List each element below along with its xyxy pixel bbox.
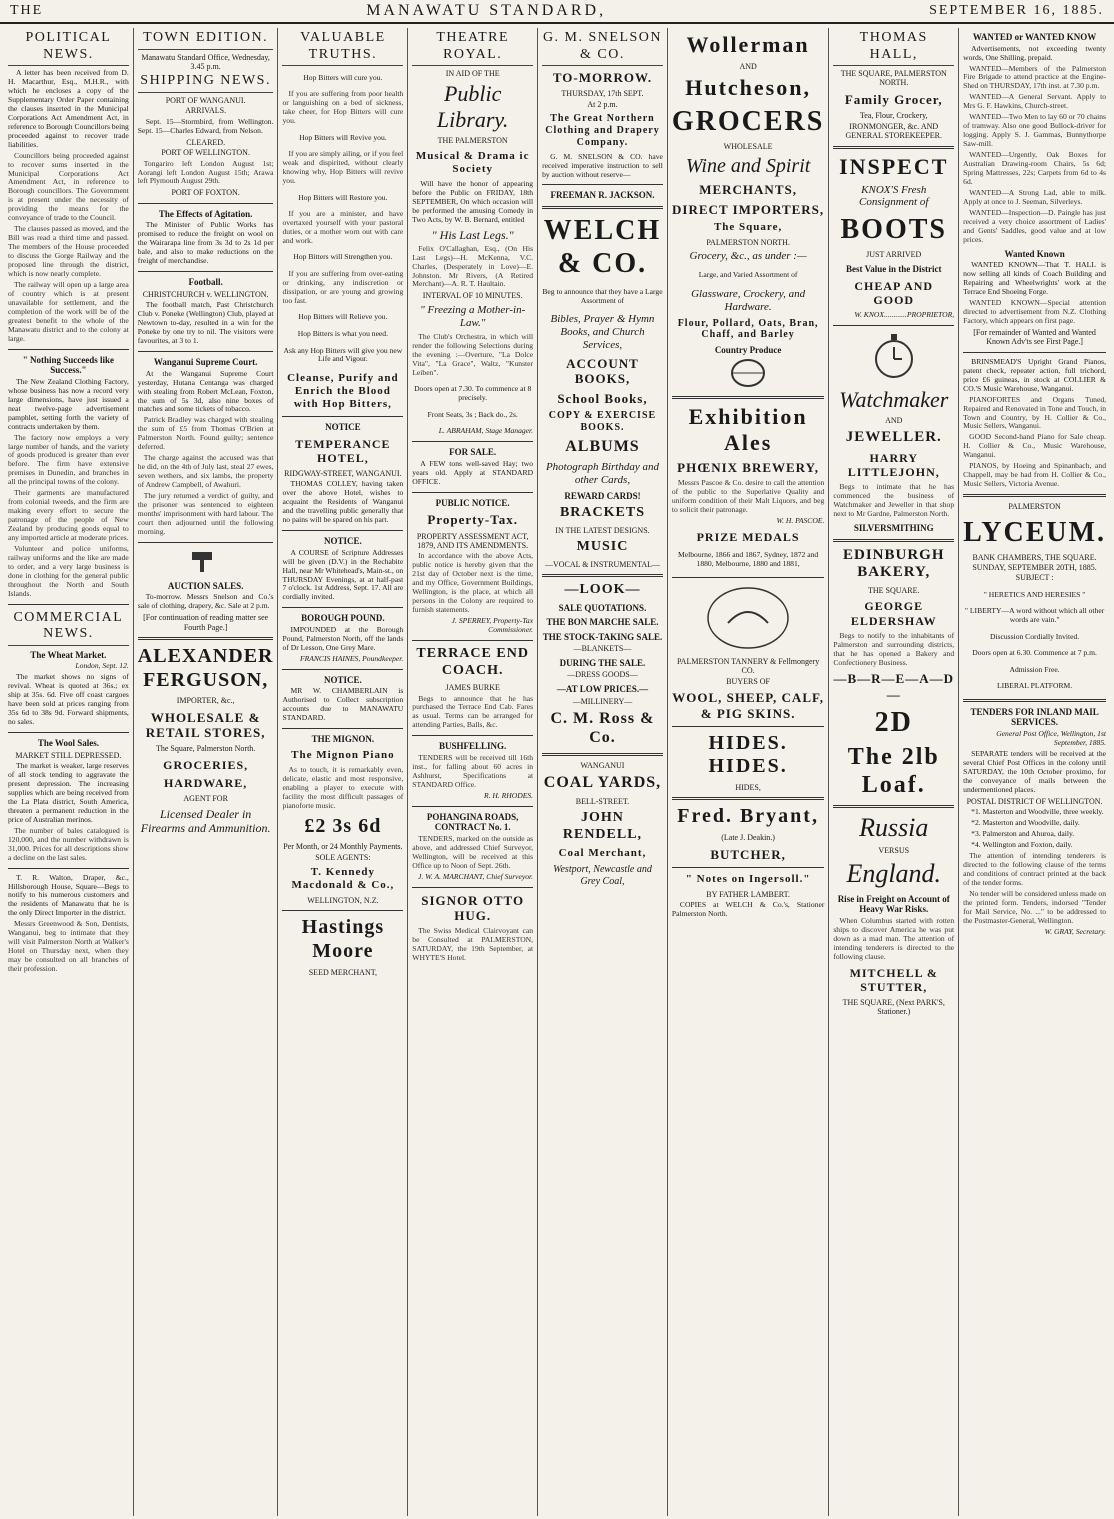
mignon-heading: THE MIGNON. <box>311 734 375 745</box>
two-d: 2D <box>874 707 913 739</box>
bon-marche: THE BON MARCHE SALE. <box>546 617 659 628</box>
coal-bell: BELL-STREET. <box>575 797 630 806</box>
notice2-heading: NOTICE. <box>324 536 362 547</box>
tea-flour: Tea, Flour, Crockery, <box>859 111 928 121</box>
ferguson-groceries: GROCERIES, <box>163 757 249 772</box>
wollerman-palmerston: PALMERSTON NORTH. <box>706 238 790 248</box>
mitchell-stutter: MITCHELL & STUTTER, <box>849 965 938 994</box>
notice3-heading: NOTICE. <box>324 674 362 685</box>
low-prices: —AT LOW PRICES.— <box>556 683 649 694</box>
masthead <box>0 0 1114 24</box>
ferguson-importer: IMPORTER, &c., <box>176 696 235 706</box>
valuable-truths-heading: VALUABLE TRUTHS. <box>282 30 403 66</box>
nothing-succeeds-heading: " Nothing Succeeds like Success." <box>22 354 115 376</box>
column-snelson <box>538 28 668 1516</box>
watch-icon <box>833 331 954 384</box>
court-text: At the Wanganui Supreme Court yesterday, Hutana Centanga was charged with stealing from Robert McLean, Foxton, the sum of 5s 3d, also nine boxes of matches and some tickets of tobacco. <box>137 368 274 414</box>
lyceum-admission: Admission Free. <box>1009 664 1060 674</box>
pound-sign: FRANCIS HAINES, Poundkeeper. <box>299 653 404 663</box>
dress-goods: —DRESS GOODS— <box>567 670 638 680</box>
barrel-icon <box>672 358 824 391</box>
wheat-date: London, Sept. 12. <box>75 661 129 671</box>
theatre-society: Musical & Drama ic Society <box>415 149 530 175</box>
family-grocer: Family Grocer, <box>844 91 943 107</box>
town-edition-heading: TOWN EDITION. <box>138 30 274 50</box>
snelson-tomorrow: TO-MORROW. <box>552 70 653 86</box>
cleared-label: CLEARED. <box>186 137 226 147</box>
wanted-known-heading: Wanted Known <box>1004 248 1065 259</box>
bushfelling-heading: BUSHFELLING. <box>439 741 507 752</box>
column-wanted: WANTED or WANTED KNOW Advertisements, not exceeding twenty words, One Shilling, prepaid. WANTED—Members of the Palmerston Fire Brigade to attend practice at the Engine-Shed on THURSDAY, 17th inst. at 7.30 p.m. WANTED—A General Servant. Apply to Mrs G. F. Hawkins, Church-street. WANTED—Two Men to lay 60 or 70 chains of tramway. Also one good Bullock-driver for logging. Apply S. J. Gammas, Bunnythorpe Saw-mill. WANTED—Urgently, Oak Boxes for Australian Drawing-room Chairs, 5s 6d; Spring Mattresses, 22s; Carpets from 6d to 4s 6d. WANTED—A Strong Lad, able to milk. Apply at once to J. Seeman, Silverleys. WANTED—Inspection—D. Paingle has just received a very choice assortment of Ladies' and Gents' Saddles, good value and at low prices. Wanted Known WANTED KNOWN—That T. HALL is now selling all kinds of Coach Building and Repairing and Wheelwrights' work at the Terrace End Shoeing Forge. WANTED KNOWN—Special attention directed to advertisement from N.Z. Clothing Factory, which appears on first page. [For remainder of Wanted and Wanted Known Adv'ts see First Page.] BRINSMEAD'S Upright Grand Pianos, patent check, repeater action, full trichord, price £6 guineas, in stock at COLLIER & CO.'S Music Warehouse, Wanganui. PIANOFORTES and Organs Tuned, Repaired and Renovated in Tone and Touch, in Town and Country, by H. Collier & Co., Music Sellers, Wanganui. GOOD Second-hand Piano for Sale cheap. H. Collier & Co., Music Warehouse, Wanganui. PIANOS, by Hoeing and Spinanbach, and Chappell, may be had from H. Collier & Co., Music Sellers, Victoria Avenue. PALMERSTON LYCEUM. BANK CHAMBERS, THE SQUARE. SUNDAY, SEPTEMBER 20TH, 1885. SUBJECT : " HERETICS AND HERESIES " " LIBERTY—A word without which all other words are vain." Discussion Cordially Invited. Doors open at 6.30. Commence at 7 p.m. Admission Free. LIBERAL PLATFORM. TENDERS FOR INLAND MAIL SERVICES. General Post Office, Wellington, 1st September, 1885. SEPARATE tenders will be received at the several Chief Post Offices in the colony until SATURDAY, the 10th October proximo, for the conveyance of mails between the undermentioned places. POSTAL DISTRICT OF WELLINGTON. *1. Masterton and Woodville, three weekly. *2. Masterton and Woodville, daily. *3. Palmerston and Ahuroa, daily. *4. Wellington and Foxton, daily. The attention of intending tenderers is directed to the following clause of the terms and conditions of contract printed at the back of the tender forms. No tender will be considered unless made on the printed form. Tenders, indorsed "Tender for Mail Service, No. ..." to be addressed to the Postmaster-General, Wellington. W. GRAY, Secretary. <box>963 32 1107 936</box>
his-last-legs: " His Last Legs." <box>431 227 514 242</box>
mignon-title: The Mignon Piano <box>291 748 395 761</box>
welch-bibles: Bibles, Prayer & Hymn Books, and Church Services, <box>550 313 655 352</box>
ferguson-name: ALEXANDER FERGUSON, <box>137 645 274 691</box>
littlejohn: HARRY LITTLEJOHN, <box>847 450 940 479</box>
welch-account: ACCOUNT BOOKS, <box>566 356 639 387</box>
snelson-thursday: THURSDAY, 17th SEPT. <box>561 89 644 99</box>
bryant-name: Fred. Bryant, <box>677 805 819 828</box>
snelson-text: G. M. SNELSON & CO. have received imperative instruction to sell by auction without reserve— <box>542 151 663 179</box>
route-1: *1. Masterton and Woodville, three weekly. <box>971 807 1104 817</box>
mignon-per: Per Month, or 24 Monthly Payments. <box>283 842 403 852</box>
masthead-date: SEPTEMBER 16, 1885. <box>929 3 1104 18</box>
snelson-at: At 2 p.m. <box>587 99 618 109</box>
route-4: *4. Wellington and Foxton, daily. <box>971 839 1073 849</box>
direct-importers: DIRECT IMPORTERS, <box>672 201 825 217</box>
buyers-of: BUYERS OF <box>726 676 770 686</box>
ferguson-square: The Square, Palmerston North. <box>155 744 256 754</box>
pianos-text: BRINSMEAD'S Upright Grand Pianos, patent check, repeater action, full trichord, price £6 guineas, in stock at COLLIER & CO.'S Music Warehouse, Wanganui. <box>963 356 1107 393</box>
tenders-heading: TENDERS FOR INLAND MAIL SERVICES. <box>970 706 1099 728</box>
welch-name: WELCH & CO. <box>543 215 662 280</box>
column-theatre-royal: THEATRE ROYAL. IN AID OF THE Public Library. THE PALMERSTON Musical & Drama ic Society Will have the honor of appearing before the Public on FRIDAY, 18th SEPTEMBER, On which occasion will be performed the amusing Comedy in Two Acts, by W. B. Bernard, entitled " His Last Legs." Felix O'Callaghan, Esq., (On His Last Legs)—H. McKenna, V.C. Charles, (Desperately in Love)—E. Johnston. Mr Rivers, (A Retired Merchant)—A. R. T. Haultain. INTERVAL OF 10 MINUTES. " Freezing a Mother-in-Law." The Club's Orchestra, in which will render the following Selections during the evening :—Overture, "La Dolce Vita", "La Grace", Waltz, "Kunster Leiben". Doors open at 7.30. To commence at 8 precisely. Front Seats, 3s ; Back do., 2s. L. ABRAHAM, Stage Manager. FOR SALE. A FEW tons well-saved Hay; two years old. Apply at STANDARD OFFICE. PUBLIC NOTICE. Property-Tax. PROPERTY ASSESSMENT ACT, 1879, AND ITS AMENDMENTS. In accordance with the above Acts, public notice is hereby given that the 21st day of October next is the time, and my Office, Government Buildings, Wellington, is the place, at which all persons in the Colony are required to furnish statements. J. SPERREY, Property-Tax Commissioner. TERRACE END COACH. JAMES BURKE Begs to announce that he has purchased the Terrace End Cab. Fares as usual. Terms can be arranged for attending Parties, Balls, &c. BUSHFELLING. TENDERS will be received till 16th inst., for falling about 60 acres in Ashhurst, Specifications at STANDARD Office. R. H. RHODES. POHANGINA ROADS, CONTRACT No. 1. TENDERS, marked on the outside as above, and addressed Chief Surveyor, Wellington, will be received at this Office up to Noon of Sept. 26th. J. W. A. MARCHANT, Chief Surveyor. SIGNOR OTTO HUG. The Swiss Medical Clairvoyant can be Consulted at PALMERSTON, SATURDAY, the 19th September, at WHYTE'S Hotel. <box>408 28 538 1516</box>
lyceum-subject: SUBJECT : <box>1015 573 1054 583</box>
theatre-heading: THEATRE ROYAL. <box>412 30 533 66</box>
public-notice-heading: PUBLIC NOTICE. <box>435 497 510 508</box>
truth-2: Hop Bitters will Revive you. <box>299 132 387 142</box>
port-wellington: PORT OF WELLINGTON. <box>161 148 250 158</box>
truth-7: Ask any Hop Bitters will give you new Life and Vigour. <box>283 345 403 364</box>
thomas-hall-heading: THOMAS HALL, <box>833 30 954 66</box>
bryant-sub: (Late J. Deakin.) <box>721 833 775 843</box>
england: England. <box>846 858 942 888</box>
jeweller: JEWELLER. <box>845 429 942 446</box>
pascoe-sign: W. H. PASCOE. <box>776 515 825 525</box>
football-text: The football match, Past Christchurch Club v. Poneke (Wellington) Club, played at Newtown to-day, resulted in a win for the Poneke by one try to nil. The visitors were favourites, at 3 to 1. <box>137 300 274 346</box>
football-heading: Football. <box>188 277 223 288</box>
continuation-note: [For continuation of reading matter see Fourth Page.] <box>143 613 269 632</box>
coal-westport: Westport, Newcastle and Grey Coal, <box>553 864 652 888</box>
coal-yards: COAL YARDS, <box>543 774 662 792</box>
arrivals-label: ARRIVALS. <box>185 106 227 116</box>
wanted-text: Advertisements, not exceeding twenty words, One Shilling, prepaid. <box>963 43 1107 62</box>
lyceum: LYCEUM. <box>963 516 1107 548</box>
blankets: —BLANKETS— <box>573 644 632 654</box>
public-library: Public Library. <box>436 81 509 133</box>
bread: —B—R—E—A—D— <box>833 671 954 702</box>
lyceum-sub: BANK CHAMBERS, THE SQUARE. <box>972 552 1097 562</box>
wine-spirit: Wine and Spirit <box>685 154 811 177</box>
ferguson-agent: AGENT FOR <box>183 794 228 804</box>
for-sale-heading: FOR SALE. <box>449 447 497 458</box>
society-text: Will have the honor of appearing before the Public on FRIDAY, 18th SEPTEMBER, On which occasion will be performed the amusing Comedy in Two Acts, by W. B. Bernard, entitled <box>412 178 534 224</box>
masthead-title: MANAWATU STANDARD, <box>366 2 607 19</box>
eldershaw: GEORGE ELDERSHAW <box>850 599 937 628</box>
lyceum-liberal: LIBERAL PLATFORM. <box>996 681 1073 691</box>
welch-school: School Books, <box>557 390 648 406</box>
glassware: Glassware, Crockery, and Hardware. <box>691 287 806 313</box>
arrivals-text: Sept. 15—Stormbird, from Wellington. Sept. 15—Charles Edward, from Nelson. <box>137 116 274 135</box>
wollerman-name: Wollerman <box>686 32 810 57</box>
notes-text: COPIES at WELCH & Co.'s, Stationer Palmerston North. <box>671 900 825 919</box>
nothing-succeeds-text: The New Zealand Clothing Factory, whose business has now a record very large dimensions, have just issued a neat twelve-page advertisement pamphlet, setting forth the variety of contracts undertaken by them. <box>8 376 129 431</box>
butcher-label: BUTCHER, <box>710 846 786 862</box>
rendell-name: JOHN RENDELL, <box>562 810 643 842</box>
boots: BOOTS <box>840 214 947 246</box>
notes-ingersoll: " Notes on Ingersoll." <box>685 872 811 885</box>
silversmithing: SILVERSMITHING <box>853 522 934 533</box>
best-value: Best Value in the District <box>845 263 942 274</box>
interval: INTERVAL OF 10 MINUTES. <box>422 291 523 301</box>
prize-text: Melbourne, 1866 and 1867, Sydney, 1872 and 1880, Melbourne, 1880 and 1881, <box>678 550 819 569</box>
truth-1: Hop Bitters will cure you. <box>303 72 383 82</box>
welch-copy: COPY & EXERCISE BOOKS. <box>548 410 657 433</box>
theatre-seats: Front Seats, 3s ; Back do., 2s. <box>427 409 518 419</box>
shipping-news-heading: SHIPPING NEWS. <box>138 73 274 93</box>
wheat-market-heading: The Wheat Market. <box>30 649 107 660</box>
snelson-heading: G. M. SNELSON & CO. <box>542 30 663 66</box>
truth-3: Hop Bitters will Restore you. <box>298 192 388 202</box>
column-town-edition: TOWN EDITION. Manawatu Standard Office, Wednesday, 3.45 p.m. SHIPPING NEWS. PORT OF WANGANUI. ARRIVALS. Sept. 15—Stormbird, from Wellington. Sept. 15—Charles Edward, from Nelson. CLEARED. PORT OF WELLINGTON. Tongariro left London August 1st; Aorangi left London August 15th; Arawa left Plymouth August 29th. PORT OF FOXTON. The Effects of Agitation. The Minister of Public Works has promised to reduce the freight on wool on the Wairarapa line from 3s 3d to 2s 1d per bale, and also to make reductions on the freight of merchandise. Football. CHRISTCHURCH v. WELLINGTON. The football match, Past Christchurch Club v. Poneke (Wellington) Club, played at Newtown to-day, resulted in a win for the Poneke by one try to nil. The visitors were favourites, at 3 to 1. Wanganui Supreme Court. At the Wanganui Supreme Court yesterday, Hutana Centanga was charged with stealing from Robert McLean, Foxton, the sum of 5s 3d, also nine boxes of matches and some tickets of tobacco. Patrick Bradley was charged with stealing the sum of £5 from Thomas O'Brien at Palmerston North. Found guilty; sentence deferred. The charge against the accused was that he did, on the 4th of July last, steal 27 ewes, seven wethers, and six lambs, the property of Andrew Campbell, of Awahuri. The jury returned a verdict of guilty, and the prisoner was sentenced to eighteen months' imprisonment with hard labour. The court then adjourned until the following morning. AUCTION SALES. To-morrow. Messrs Snelson and Co.'s sale of clothing, drapery, &c. Sale at 2 p.m. [For continuation of reading matter see Fourth Page.] ALEXANDER FERGUSON, IMPORTER, &c., WHOLESALE & RETAIL STORES, The Square, Palmerston North. GROCERIES, HARDWARE, AGENT FOR Licensed Dealer in Firearms and Ammunition. <box>134 28 279 1516</box>
watchmaker: Watchmaker <box>839 386 949 412</box>
james-burke: JAMES BURKE <box>445 683 500 693</box>
notice-heading: NOTICE <box>325 421 361 432</box>
grocers: GROCERS <box>671 106 825 138</box>
court-heading: Wanganui Supreme Court. <box>153 357 258 368</box>
rise-freight: Rise in Freight on Account of Heavy War Risks. <box>837 893 950 915</box>
tax-sign: J. SPERREY, Property-Tax Commissioner. <box>451 616 534 635</box>
wool-sheep: WOOL, SHEEP, CALF, & PIG SKINS. <box>672 690 824 721</box>
marchant-sign: J. W. A. MARCHANT, Chief Surveyor. <box>418 871 534 881</box>
welch-albums: ALBUMS <box>565 437 640 455</box>
two-lb-loaf: The 2lb Loaf. <box>847 744 940 799</box>
political-news-heading: POLITICAL NEWS. <box>8 30 129 66</box>
macdonald-city: WELLINGTON, N.Z. <box>307 895 379 905</box>
commercial-news-heading: COMMERCIAL NEWS. <box>8 610 129 646</box>
sale-quotations: SALE QUOTATIONS. <box>558 602 647 613</box>
hastings-seed: SEED MERCHANT, <box>308 967 378 977</box>
hutcheson-name: Hutcheson, <box>685 75 811 101</box>
temperance-text: THOMAS COLLEY, having taken over the above Hotel, wishes to acquaint the Residents of Wanganui and the travelling public generally that no pains will be spared on his part. <box>282 479 404 525</box>
theatre-doors: Doors open at 7.30. To commence at 8 precisely. <box>414 384 532 403</box>
theatre-palmerston: THE PALMERSTON <box>437 136 508 146</box>
theatre-in-aid: IN AID OF THE <box>445 69 500 79</box>
lyceum-palmerston: PALMERSTON <box>1008 502 1061 512</box>
welch-photo: Photograph Birthday and other Cards, <box>545 460 659 486</box>
mitchell-sub: THE SQUARE, (Next PARK'S, Stationer.) <box>842 997 945 1017</box>
wool-text: The market is weaker, large reserves of all stock tending to aggravate the present depression. The increasing supplies which are being received from the La Plata district, South America, threaten a permanent reduction in the price of Australian merinos. <box>8 761 129 824</box>
look: —LOOK— <box>564 582 641 598</box>
tenders-text: SEPARATE tenders will be received at the several Chief Post Offices in the colony until SATURDAY, the 10th October proximo, for the conveyance of mails between the undermentioned places. <box>963 748 1107 794</box>
ferguson-stores: WHOLESALE & RETAIL STORES, <box>145 709 266 741</box>
signor-hug: SIGNOR OTTO HUG. <box>421 892 525 923</box>
edition-sub: Manawatu Standard Office, Wednesday, 3.45 p.m. <box>141 52 270 71</box>
merchants: MERCHANTS, <box>699 182 797 198</box>
mignon-price: £2 3s 6d <box>304 814 382 837</box>
temperance-sub: RIDGWAY-STREET, WANGANUI. <box>284 468 402 478</box>
assortment-label: Large, and Varied Assortment of <box>698 270 798 280</box>
knox-sign: W. KNOX............PROPRIETOR, <box>854 309 955 319</box>
inspect: INSPECT <box>839 153 949 179</box>
knox-consignment: KNOX'S Fresh Consignment of <box>859 183 929 209</box>
welch-text: Beg to announce that they have a Large Assortment of <box>542 286 663 305</box>
agitation-text: The Minister of Public Works has promised to reduce the freight on wool on the Wairarapa line from 3s 3d to 2s 1d per bale, and also to make reductions on the freight of merchandise. <box>137 220 274 266</box>
prize-medals: PRIZE MEDALS <box>696 529 800 544</box>
reward-cards: REWARD CARDS! <box>564 490 641 501</box>
lyceum-sunday: SUNDAY, SEPTEMBER 20TH, 1885. <box>972 563 1097 573</box>
route-2: *2. Masterton and Woodville, daily. <box>971 818 1080 828</box>
terrace-coach: TERRACE END COACH. <box>416 646 529 678</box>
thomas-hall-square: THE SQUARE, PALMERSTON NORTH. <box>840 69 947 88</box>
watch-and: AND <box>885 415 903 425</box>
coal-merchant: Coal Merchant, <box>558 847 647 860</box>
country-produce: Country Produce <box>714 345 782 356</box>
post-office: General Post Office, Wellington, 1st September, 1885. <box>996 728 1107 747</box>
ferguson-hardware: HARDWARE, <box>163 776 248 791</box>
brackets-sub: IN THE LATEST DESIGNS. <box>555 525 650 535</box>
millinery: —MILLINERY— <box>572 696 633 706</box>
lyceum-discussion: Discussion Cordially Invited. <box>989 631 1080 641</box>
music: MUSIC <box>576 539 629 555</box>
during-sale: DURING THE SALE. <box>559 657 646 668</box>
ferguson-licensed: Licensed Dealer in Firearms and Ammunition. <box>140 806 271 835</box>
just-arrived: JUST ARRIVED <box>866 250 922 260</box>
phoenix-brewery: PHŒNIX BREWERY, <box>677 459 820 475</box>
column-political-news: POLITICAL NEWS. A letter has been received from D. H. Macarthur, Esq., M.H.R., with which he encloses a copy of the Supplementary Order Paper containing the clauses inserted in the Municipal Corporations Act Amendment Act, in reference to Borough Councillors being proceeded against to recover trade liabilities. Councillors being proceeded against to recover sums inserted in the Municipal Corporations Act Amendment Act, in reference to Borough councillors. The Government is at present under the necessity of providing the means for the conveyance of trade to the Council. The clauses passed as moved, and the Bill was read a third time and passed. The members of the House proceeded to discuss the Gorge Railway and the proposed line through the district, which is now nearly complete. The railway will open up a large area of country which is at present unavailable for settlement, and the completion of the work will be of the greatest benefit to the whole of the Manawatu district and to the colony at large. " Nothing Succeeds like Success." The New Zealand Clothing Factory, whose business has now a record very large dimensions, have just issued a neat twelve-page advertisement pamphlet, setting forth the variety of contracts undertaken by them. The factory now employs a very large number of hands, and the variety of goods produced is greater than ever before. The firm have extensive premises in Dunedin, and branches in all the principal towns of the colony. Their garments are manufactured from colonial tweeds, and the firm are making every effort to secure the patronage of the people of New Zealand by producing goods equal to any imported article at moderate prices. Volunteer and police uniforms, railway uniforms and the like are made to order, and a very large business is done in clothing for the general public throughout the North and South Islands. COMMERCIAL NEWS. The Wheat Market. London, Sept. 12. The market shows no signs of revival. Wheat is quoted at 36s.; ex ship at 35s. 6d. Five off coast cargoes have been sold at prices ranging from 35s 6d to 38s 9d. Forward shipments, no sales. The Wool Sales. MARKET STILL DEPRESSED. The market is weaker, large reserves of all stock tending to aggravate the present depression. The increasing supplies which are being received from the La Plata district, South America, threaten a permanent reduction in the price of Australian merinos. The number of bales catalogued is 120,000, and the number withdrawn is 31,000. Prices for all descriptions show a decline on the last sales. T. R. Walton, Draper, &c., Hillsborough House, Square—Begs to notify to his numerous customers and the residents of Manawatu that he is the only Direct Importer in the district. Messrs Greenwood & Son, Dentists, Wanganui, beg to intimate that they will visit Palmerston North at Walker's Hotel on Thursday next, when they may be consulted on all branches of their profession. <box>4 28 134 1516</box>
port-wanganui: PORT OF WANGANUI. <box>165 95 246 105</box>
hastings-name: Hastings Moore <box>301 916 385 963</box>
wollerman-square: The Square, <box>713 221 783 234</box>
cleanse-heading: Cleanse, Purify and Enrich the Blood with Hop Bitters, <box>287 372 399 410</box>
postal-district: POSTAL DISTRICT OF WELLINGTON. <box>966 796 1103 806</box>
brackets: BRACKETS <box>559 505 645 521</box>
wholesale-label: WHOLESALE <box>723 142 773 152</box>
stock-taking: THE STOCK-TAKING SALE. <box>542 631 663 642</box>
tax-sub: PROPERTY ASSESSMENT ACT, 1879, AND ITS AMENDMENTS. <box>416 531 529 551</box>
property-tax: Property-Tax. <box>427 512 518 528</box>
column-wollerman: Wollerman AND Hutcheson, GROCERS WHOLESALE Wine and Spirit MERCHANTS, DIRECT IMPORTERS, The Square, PALMERSTON NORTH. Grocery, &c., as under :— Large, and Varied Assortment of Glassware, Crockery, and Hardware. Flour, Pollard, Oats, Bran, Chaff, and Barley Country Produce Exhibition Ales PHŒNIX BREWERY, Messrs Pascoe & Co. desire to call the attention of the public to the Superlative Quality and uniform condition of their Malt Liquors, and beg to solicit their patronage. W. H. PASCOE. PRIZE MEDALS Melbourne, 1866 and 1867, Sydney, 1872 and 1880, Melbourne, 1880 and 1881, PALMERSTON TANNERY & Fellmongery CO. BUYERS OF WOOL, SHEEP, CALF, & PIG SKINS. HIDES. HIDES. HIDES, Fred. Bryant, (Late J. Deakin.) BUTCHER, " Notes on Ingersoll." BY FATHER LAMBERT. COPIES at WELCH & Co.'s, Stationer Palmerston North. <box>668 28 829 1516</box>
great-northern: The Great Northern Clothing and Drapery Company. <box>545 113 660 148</box>
pound-heading: BOROUGH POUND. <box>301 613 385 624</box>
truth-5: Hop Bitters will Relieve you. <box>298 312 388 322</box>
ironmonger: IRONMONGER, &c. AND GENERAL STOREKEEPER. <box>845 121 942 141</box>
chamberlain-text: MR W. CHAMBERLAIN is Authorised to Collect subscription accounts due to MANAWATU STANDARD. <box>282 686 404 723</box>
wanted-heading: WANTED or WANTED KNOW <box>972 32 1097 42</box>
jackson-heading: FREEMAN R. JACKSON. <box>550 190 655 201</box>
grocery-label: Grocery, &c., as under :— <box>689 250 807 263</box>
known-text: WANTED KNOWN—That T. HALL is now selling all kinds of Coach Building and Repairing and Wheelwrights' work at the Terrace End Shoeing Forge. <box>963 260 1107 297</box>
gray-sign: W. GRAY, Secretary. <box>1044 926 1107 936</box>
masthead-the: THE <box>10 3 44 18</box>
rhodes-sign: R. H. RHODES. <box>483 790 534 800</box>
walton-notice: T. R. Walton, Draper, &c., Hillsborough House, Square—Begs to notify to his numerous customers and the residents of Manawatu that he is the only Direct Importer in the district. <box>8 872 129 918</box>
lyceum-doors: Doors open at 6.30. Commence at 7 p.m. <box>972 648 1097 658</box>
pohangina-heading: POHANGINA ROADS, CONTRACT No. 1. <box>426 811 519 833</box>
flour: Flour, Pollard, Oats, Bran, Chaff, and Barley <box>677 317 819 341</box>
column-valuable-truths: VALUABLE TRUTHS. Hop Bitters will cure you. If you are suffering from poor health or languishing on a bed of sickness, take cheer, for Hop Bitters will cure you. Hop Bitters will Revive you. If you are simply ailing, or if you feel weak and dispirited, without clearly knowing why, Hop Bitters will revive you. Hop Bitters will Restore you. If you are a minister, and have overtaxed yourself with your pastoral duties, or a mother worn out with care and work. Hop Bitters will Strengthen you. If you are suffering from over-eating or drinking, any indiscretion or dissipation, or are young and growing too fast. Hop Bitters will Relieve you. Hop Bitters is what you need. Ask any Hop Bitters will give you new Life and Vigour. Cleanse, Purify and Enrich the Blood with Hop Bitters, NOTICE TEMPERANCE HOTEL, RIDGWAY-STREET, WANGANUI. THOMAS COLLEY, having taken over the above Hotel, wishes to acquaint the Residents of Wanganui and the travelling public generally that no pains will be spared on his part. NOTICE. A COURSE of Scripture Addresses will be given (D.V.) in the Rechabite Hall, near Mr Whitehead's, Main-st., on THURSDAY Evenings, at at half-past 7 o'clock. 1st Address, Sept. 17. All are cordially invited. BOROUGH POUND. IMPOUNDED at the Borough Pound, Palmerston North, off the lands of Dr Lesson, One Grey Mare. FRANCIS HAINES, Poundkeeper. NOTICE. MR W. CHAMBERLAIN is Authorised to Collect subscription accounts due to MANAWATU STANDARD. THE MIGNON. The Mignon Piano As to touch, it is remarkably even, delicate, elastic and most responsive, enabling a player to execute with facility the most difficult passages of pianoforte music. £2 3s 6d Per Month, or 24 Monthly Payments. SOLE AGENTS: T. Kennedy Macdonald & Co., WELLINGTON, N.Z. Hastings Moore SEED MERCHANT, <box>278 28 408 1516</box>
tannery-stamp-icon <box>672 583 824 656</box>
versus: VERSUS <box>878 846 910 856</box>
course-text: A COURSE of Scripture Addresses will be given (D.V.) in the Rechabite Hall, near Mr Whitehead's, Main-st., on THURSDAY Evenings, at at half-past 7 o'clock. 1st Address, Sept. 17. All are cordially invited. <box>282 547 404 602</box>
pound-text: IMPOUNDED at the Borough Pound, Palmerston North, off the lands of Dr Lesson, One Grey Mare. <box>282 625 404 652</box>
football-sub: CHRISTCHURCH v. WELLINGTON. <box>142 289 269 299</box>
tannery-name: PALMERSTON TANNERY & Fellmongery CO. <box>676 656 820 676</box>
auction-hammer-icon <box>138 548 274 577</box>
hides-sub: HIDES, <box>735 783 761 793</box>
sole-agents: SOLE AGENTS: <box>315 852 371 862</box>
music-sub: —VOCAL & INSTRUMENTAL— <box>544 559 660 569</box>
political-intro: A letter has been received from D. H. Macarthur, Esq., M.H.R., with which he encloses a copy of the Supplementary Order Paper containing the clauses inserted in the Municipal Corporations Act Amendment Act, in reference to Borough Councillors being proceeded against to recover trade liabilities. <box>8 68 129 149</box>
macdonald-name: T. Kennedy Macdonald & Co., <box>291 866 395 892</box>
auction-text: To-morrow. Messrs Snelson and Co.'s sale of clothing, drapery, &c. Sale at 2 p.m. <box>137 592 274 611</box>
theatre-sign: L. ABRAHAM, Stage Manager. <box>438 426 534 436</box>
exhibition-ales: Exhibition Ales <box>688 403 808 455</box>
remainder-note: [For remainder of Wanted and Wanted Known Adv'ts see First Page.] <box>973 327 1096 347</box>
agitation-heading: The Effects of Agitation. <box>158 208 253 219</box>
temperance-heading: TEMPERANCE HOTEL, <box>295 436 391 465</box>
wool-sales-heading: The Wool Sales. <box>37 738 99 749</box>
coal-wanganui: WANGANUI <box>580 760 625 770</box>
hides-heading: HIDES. HIDES. <box>708 731 788 778</box>
notes-sub: BY FATHER LAMBERT. <box>706 889 790 899</box>
ross-name: C. M. Ross & Co. <box>550 709 655 746</box>
columns <box>4 28 1110 1516</box>
for-sale-text: A FEW tons well-saved Hay; two years old. Apply at STANDARD OFFICE. <box>412 458 534 486</box>
edinburgh-bakery: EDINBURGH BAKERY, <box>842 546 945 581</box>
lyceum-heretics: " HERETICS AND HERESIES " <box>983 589 1086 599</box>
column-thomas-hall: THOMAS HALL, THE SQUARE, PALMERSTON NORTH. Family Grocer, Tea, Flour, Crockery, IRONMONGER, &c. AND GENERAL STOREKEEPER. INSPECT KNOX'S Fresh Consignment of BOOTS JUST ARRIVED Best Value in the District CHEAP AND GOOD W. KNOX............PROPRIETOR, Watchmaker AND JEWELLER. HARRY LITTLEJOHN, Begs to intimate that he has commenced the business of Watchmaker and Jeweller in that shop next to Mr Gardne, Palmerston North. SILVERSMITHING EDINBURGH BAKERY, THE SQUARE. GEORGE ELDERSHAW Begs to notify to the inhabitants of Palmerston and surrounding districts, that he has opened a Bakery and Confectionery Business. —B—R—E—A—D— 2D The 2lb Loaf. Russia VERSUS England. Rise in Freight on Account of Heavy War Risks. When Columbus started with rotten ships to discover America he was put down as a mad man. The attention of intending tenderers is directed to the following clause. MITCHELL & STUTTER, THE SQUARE, (Next PARK'S, Stationer.) <box>829 28 959 1516</box>
port-foxton: PORT OF FOXTON. <box>171 188 240 198</box>
russia: Russia <box>859 812 929 842</box>
route-3: *3. Palmerston and Ahuroa, daily. <box>971 828 1075 838</box>
truth-6: Hop Bitters is what you need. <box>297 328 389 338</box>
cheap-good: CHEAP AND GOOD <box>854 278 934 307</box>
wheat-text: The market shows no signs of revival. Wheat is quoted at 36s.; ex ship at 35s. 6d. Five off coast cargoes have been sold at prices ranging from 35s 6d to 38s 9d. Forward shipments, no sales. <box>8 672 129 727</box>
wool-sub: MARKET STILL DEPRESSED. <box>15 750 122 760</box>
truth-4: Hop Bitters will Strengthen you. <box>293 252 393 262</box>
wollerman-and: AND <box>739 61 757 71</box>
lyceum-liberty: " LIBERTY—A word without which all other words are vain." <box>964 606 1105 624</box>
auction-heading: AUCTION SALES. <box>167 580 244 591</box>
bakery-square: THE SQUARE. <box>867 585 920 595</box>
farce-title: " Freezing a Mother-in-Law." <box>420 303 526 329</box>
